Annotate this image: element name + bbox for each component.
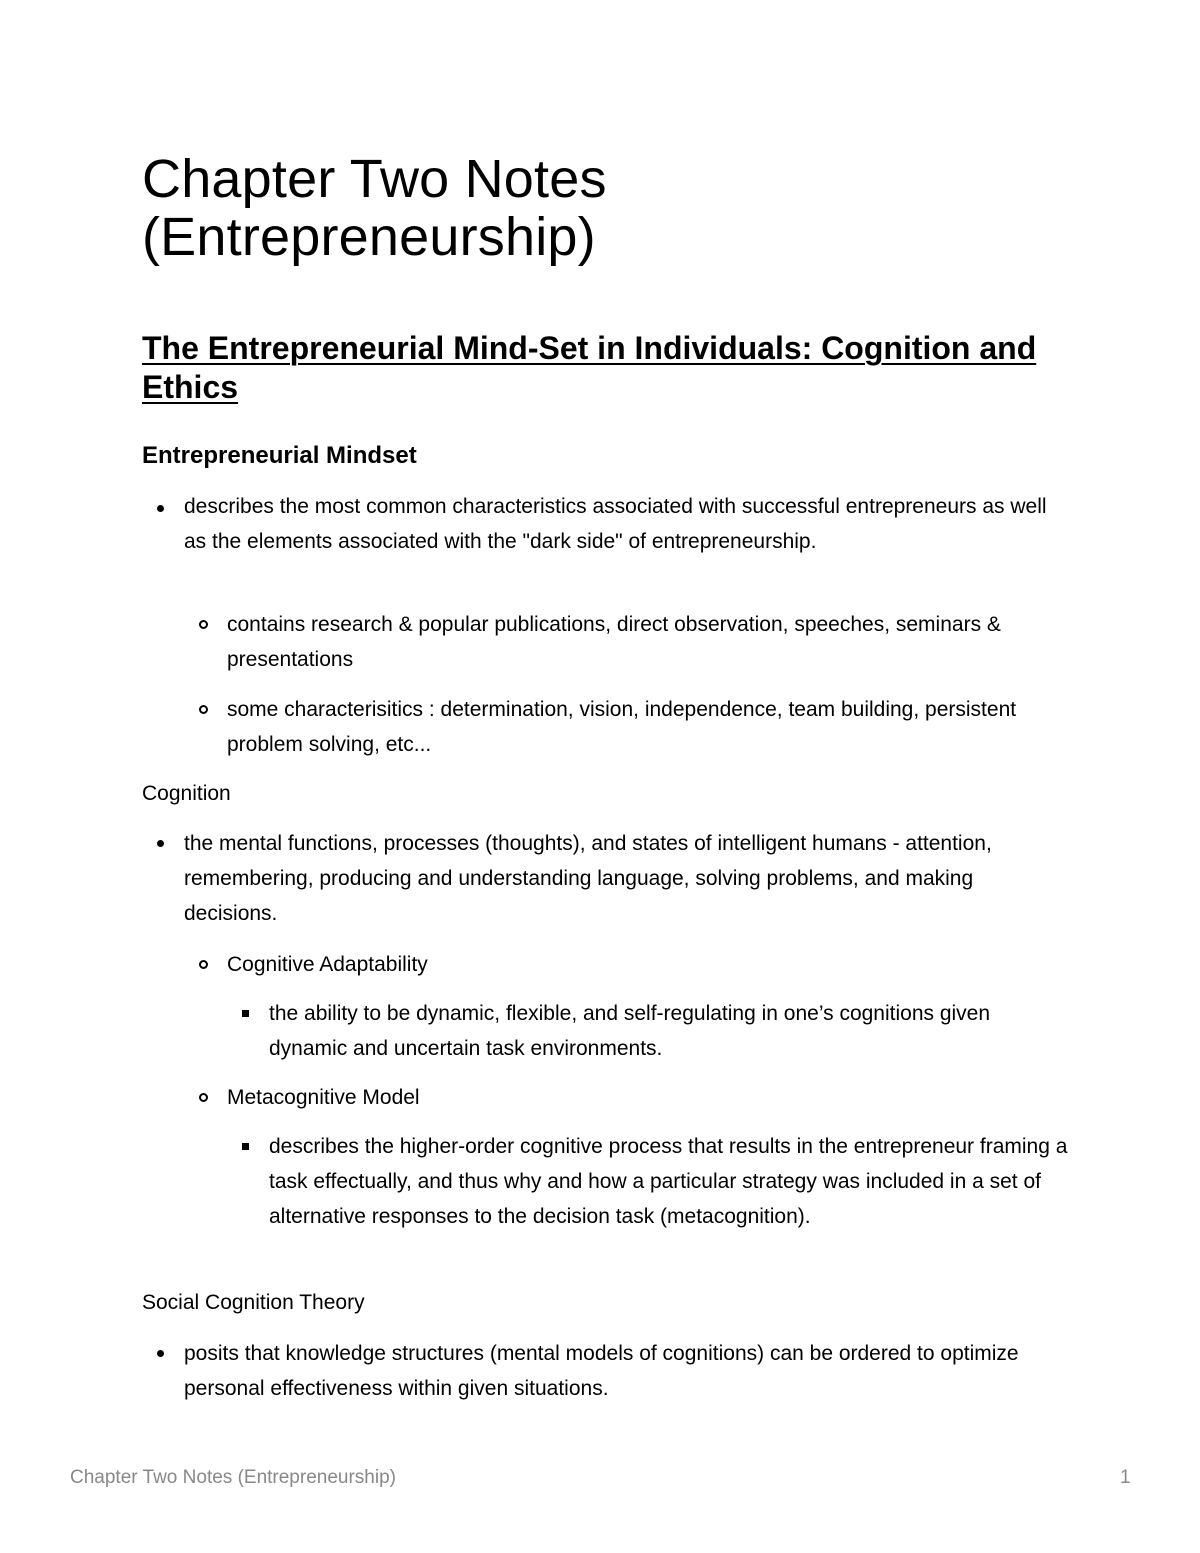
square-bullet-icon bbox=[242, 1143, 249, 1150]
list-item: describes the higher-order cognitive process that results in the entrepreneur framing a task effectually, and thus why and how a particular strategy was included in a set of alternative responses to the decision task (metacognition). bbox=[269, 1135, 1068, 1228]
page-title: Chapter Two Notes (Entrepreneurship) bbox=[142, 149, 607, 267]
square-bullet-icon bbox=[242, 1010, 249, 1017]
subsection-heading: Entrepreneurial Mindset bbox=[142, 442, 417, 469]
list-item: the mental functions, processes (thoughts), and states of intelligent humans - attention, remembering, producing and understanding language, solving problems, and making decisions. bbox=[184, 832, 992, 925]
circle-bullet-icon bbox=[199, 620, 208, 629]
list-item: Cognitive Adaptability bbox=[227, 953, 428, 976]
social-cognition-label: Social Cognition Theory bbox=[142, 1291, 365, 1314]
disc-bullet-icon bbox=[157, 1350, 164, 1357]
circle-bullet-icon bbox=[199, 705, 208, 714]
section-heading bbox=[142, 329, 1072, 407]
footer-title: Chapter Two Notes (Entrepreneurship) bbox=[70, 1467, 396, 1488]
disc-bullet-icon bbox=[157, 505, 164, 512]
list-item: describes the most common characteristics associated with successful entrepreneurs as well as the elements associated with the "dark side" of entrepreneurship. bbox=[184, 495, 1047, 553]
cognition-label: Cognition bbox=[142, 782, 231, 805]
list-item: contains research & popular publications, direct observation, speeches, seminars & presentations bbox=[227, 613, 1001, 671]
disc-bullet-icon bbox=[157, 840, 164, 847]
section-heading-text: The Entrepreneurial Mind-Set in Individuals: Cognition and Ethics bbox=[142, 330, 1037, 405]
circle-bullet-icon bbox=[199, 1093, 208, 1102]
list-item: Metacognitive Model bbox=[227, 1086, 420, 1109]
list-item: the ability to be dynamic, flexible, and self-regulating in one’s cognitions given dynamic and uncertain task environments. bbox=[269, 1002, 991, 1060]
list-item: posits that knowledge structures (mental models of cognitions) can be ordered to optimize personal effectiveness within given situations. bbox=[184, 1342, 1019, 1400]
page-number: 1 bbox=[1120, 1467, 1131, 1488]
circle-bullet-icon bbox=[199, 960, 208, 969]
list-item: some characterisitics : determination, vision, independence, team building, persistent problem solving, etc... bbox=[227, 698, 1017, 756]
